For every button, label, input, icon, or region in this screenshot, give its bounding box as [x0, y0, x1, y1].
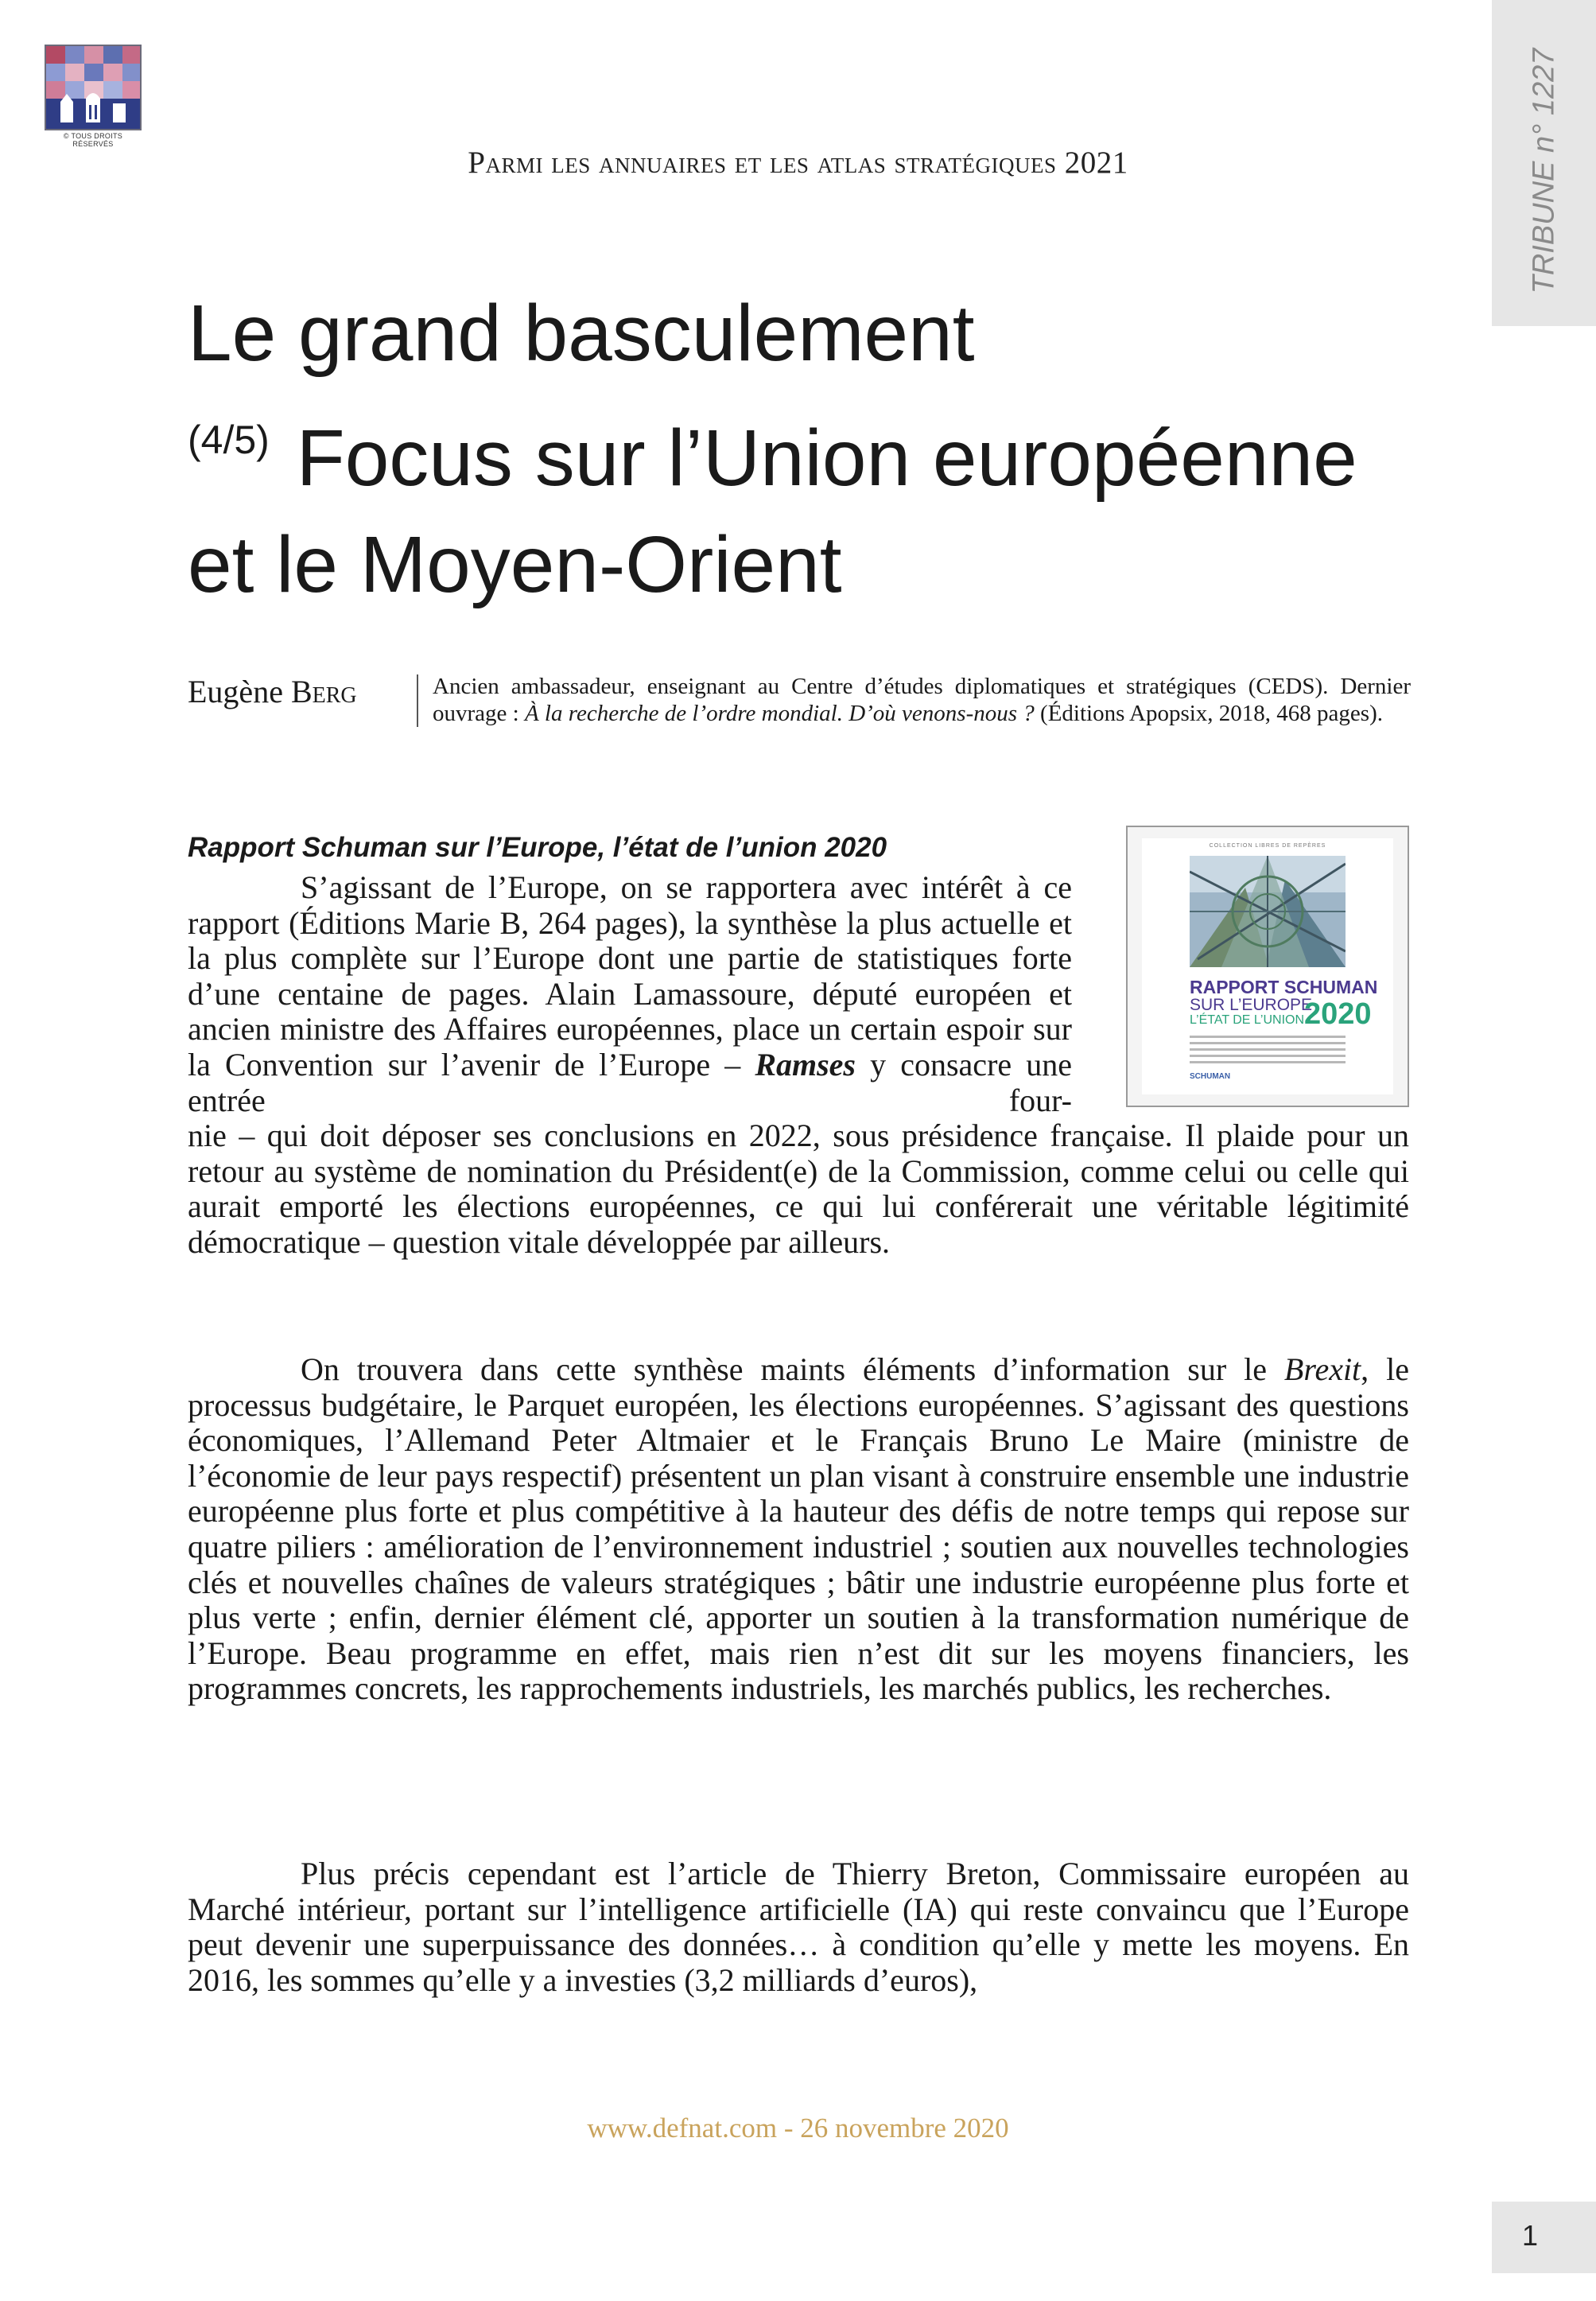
paragraph-1-text-a: S’agissant de l’Europe, on se rapportera avec intérêt à ce rapport (Éditions Marie B, 264 pages), la synthèse la plus actuelle et la plus complète sur l’Europe dont une partie de statistiques forte d’une centaine de pages. Alain Lamassoure, député européen et ancien ministre des Affaires européennes, place un certain espoir sur la Convention sur l’avenir de l’Europe – — [188, 869, 1072, 1082]
article-title — [188, 280, 1428, 618]
cover-brand: SCHUMAN — [1190, 1072, 1231, 1081]
title-line-3: et le Moyen-Orient — [188, 520, 842, 609]
cover-year: 2020 — [1304, 997, 1372, 1031]
cover-title-2: SUR L’EUROPE — [1190, 996, 1313, 1014]
author-bio-end: (Éditions Apopsix, 2018, 468 pages). — [1034, 701, 1383, 726]
publisher-logo — [45, 45, 142, 148]
author-bio — [433, 673, 1411, 727]
author-book-title: À la recherche de l’ordre mondial. D’où venons-nous ? — [524, 701, 1035, 726]
author-name — [188, 673, 357, 710]
paragraph-2-text-a: On trouvera dans cette synthèse maints éléments d’information sur le — [301, 1351, 1284, 1387]
page-number-box — [1492, 2202, 1596, 2273]
cover-collection: COLLECTION LIBRES DE REPÈRES — [1209, 843, 1326, 849]
title-line-1: Le grand basculement — [188, 289, 975, 378]
series-header: Parmi les annuaires et les atlas stratégiques 2021 — [468, 146, 1128, 180]
paragraph-3 — [188, 1856, 1409, 1998]
title-part-number: (4/5) — [188, 418, 270, 462]
paragraph-1-emphasis: Ramses — [755, 1046, 856, 1082]
title-line-2 — [188, 387, 1428, 511]
section-heading: Rapport Schuman sur l’Europe, l’état de l’union 2020 — [188, 832, 887, 863]
paragraph-2 — [188, 1352, 1409, 1707]
page-number: 1 — [1522, 2219, 1539, 2252]
footer-url-date[interactable]: www.defnat.com - 26 novembre 2020 — [587, 2112, 1009, 2144]
author-divider — [417, 674, 418, 727]
paragraph-2-emphasis: Brexit — [1283, 1351, 1361, 1387]
tribune-label: TRIBUNE n° 1227 — [1527, 48, 1560, 294]
cover-title-1: RAPPORT SCHUMAN — [1190, 977, 1378, 997]
paragraph-2-text-b: , le processus budgétaire, le Parquet européen, les élections européennes. S’agissant des questions économiques, l’Allemand Peter Altmaier et le Français Bruno Le Maire (ministre de l’économie de leur pays respectif) présentent un plan visant à construire ensemble une industrie européenne plus forte et plus compétitive à la hauteur des défis de notre temps qui repose sur quatre piliers : amélioration de l’environnement industriel ; soutien aux nouvelles technologies clés et nouvelles chaînes de valeurs stratégiques ; bâtir une industrie européenne plus forte et plus verte ; enfin, dernier élément clé, apporter un soutien à la transformation numérique de l’Europe. Beau programme en effet, mais rien n’est dit sur les moyens financiers, les programmes concrets, les rapprochements industriels, les marchés publics, les recherches. — [188, 1351, 1409, 1707]
author-bio-start: Ancien ambassadeur, enseignant au Centre d’études diplomatiques et stratégiques (CEDS). Dernier ouvrage : — [433, 674, 1411, 726]
paragraph-1-text-b: y consacre une entrée four- — [188, 1046, 1073, 1118]
title-line-2-text: Focus sur l’Union européenne — [296, 414, 1357, 503]
logo-emblem — [45, 45, 142, 130]
logo-caption: © TOUS DROITS RÉSERVÉS — [63, 132, 123, 148]
author-first-name: Eugène — [188, 674, 283, 709]
paragraph-1-beside-cover — [188, 870, 1072, 1118]
paragraph-1-continued: nie – qui doit déposer ses conclusions en 2022, sous présidence française. Il plaide pour un retour au système de nomination du Président(e) de la Commission, comme celui ou celle qui aurait emporté les élections européennes, ce qui lui conférerait une véritable légitimité démocratique – question vitale développée par ailleurs. — [188, 1117, 1409, 1260]
paragraph-1 — [188, 870, 1409, 1261]
author-last-name: Berg — [290, 674, 357, 709]
paragraph-3-text: Plus précis cependant est l’article de Thierry Breton, Commissaire européen au Marché intérieur, portant sur l’intelligence artificielle (IA) qui reste convaincu que l’Europe peut devenir une superpuissance des données… à condition qu’elle y mette les moyens. En 2016, les sommes qu’elle y a investies (3,2 milliards d’euros), — [188, 1856, 1409, 1998]
cover-title-3: L’ÉTAT DE L’UNION — [1190, 1013, 1305, 1027]
